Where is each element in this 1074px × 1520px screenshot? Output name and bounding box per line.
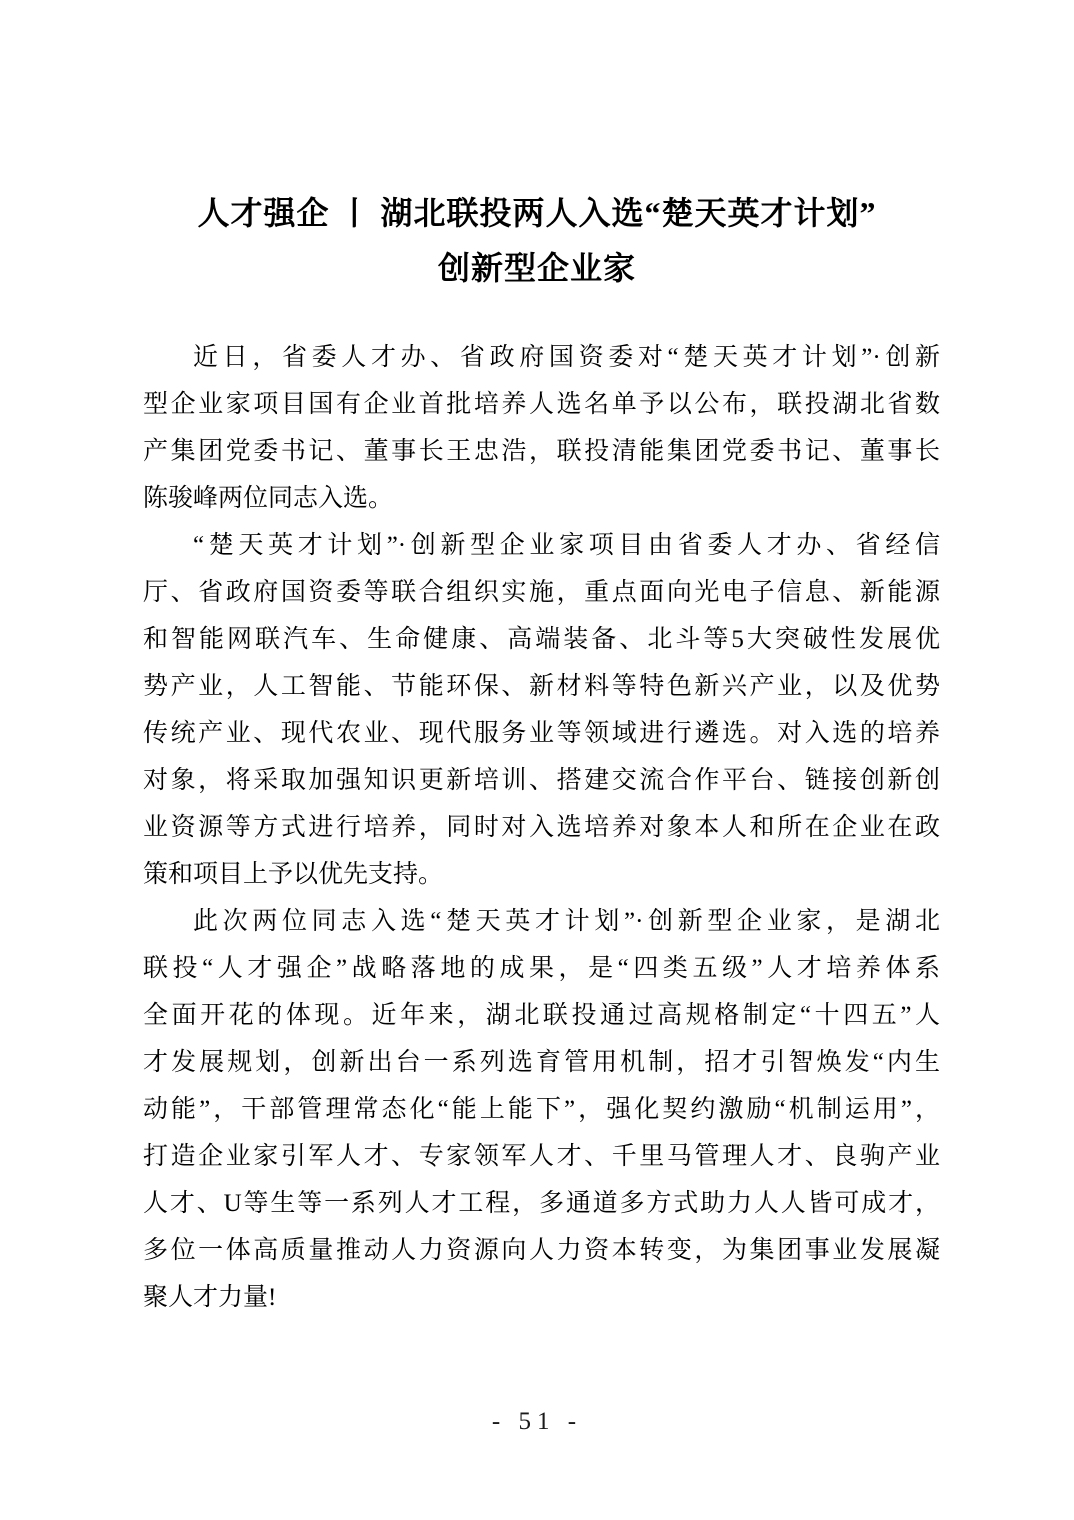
paragraph-1: [143, 334, 940, 522]
paragraph-line: 打造企业家引军人才、专家领军人才、千里马管理人才、良驹产业: [143, 1143, 940, 1170]
document-title-line-1: 人才强企 丨 湖北联投两人入选“楚天英才计划”: [197, 195, 877, 231]
paragraph-line: 势产业，人工智能、节能环保、新材料等特色新兴产业，以及优势: [143, 673, 940, 700]
paragraph-line: “楚天英才计划”·创新型企业家项目由省委人才办、省经信: [193, 532, 940, 559]
page-footer: [0, 1408, 1074, 1436]
paragraph-line: 动能”，干部管理常态化“能上能下”，强化契约激励“机制运用”，: [143, 1096, 940, 1123]
paragraph-3: [143, 898, 940, 1321]
paragraph-line: 业资源等方式进行培养，同时对入选培养对象本人和所在企业在政: [143, 814, 940, 841]
paragraph-line: 人才、U等生等一系列人才工程，多通道多方式助力人人皆可成才，: [143, 1190, 940, 1217]
paragraph-line: 型企业家项目国有企业首批培养人选名单予以公布，联投湖北省数: [143, 391, 940, 418]
paragraph-line: 聚人才力量!: [143, 1284, 277, 1311]
paragraph-line: 此次两位同志入选“楚天英才计划”·创新型企业家，是湖北: [193, 908, 940, 935]
paragraph-line: 传统产业、现代农业、现代服务业等领域进行遴选。对入选的培养: [143, 720, 940, 747]
document-title: [0, 0, 1074, 296]
paragraph-line: 全面开花的体现。近年来，湖北联投通过高规格制定“十四五”人: [143, 1002, 940, 1029]
paragraph-line: 产集团党委书记、董事长王忠浩，联投清能集团党委书记、董事长: [143, 438, 940, 465]
paragraph-line: 和智能网联汽车、生命健康、高端装备、北斗等5大突破性发展优: [143, 626, 940, 653]
paragraph-line: 才发展规划，创新出台一系列选育管用机制，招才引智焕发“内生: [143, 1049, 940, 1076]
paragraph-line: 厅、省政府国资委等联合组织实施，重点面向光电子信息、新能源: [143, 579, 940, 606]
paragraph-line: 多位一体高质量推动人力资源向人力资本转变，为集团事业发展凝: [143, 1237, 940, 1264]
paragraph-line: 联投“人才强企”战略落地的成果，是“四类五级”人才培养体系: [143, 955, 940, 982]
page-number: - 51 -: [491, 1408, 583, 1435]
paragraph-line: 对象，将采取加强知识更新培训、搭建交流合作平台、链接创新创: [143, 767, 940, 794]
document-body: [143, 334, 940, 1321]
paragraph-line: 策和项目上予以优先支持。: [143, 861, 444, 888]
paragraph-2: [143, 522, 940, 898]
paragraph-line: 陈骏峰两位同志入选。: [143, 485, 394, 512]
paragraph-line: 近日，省委人才办、省政府国资委对“楚天英才计划”·创新: [193, 344, 940, 371]
document-title-line-2: 创新型企业家: [437, 250, 636, 286]
